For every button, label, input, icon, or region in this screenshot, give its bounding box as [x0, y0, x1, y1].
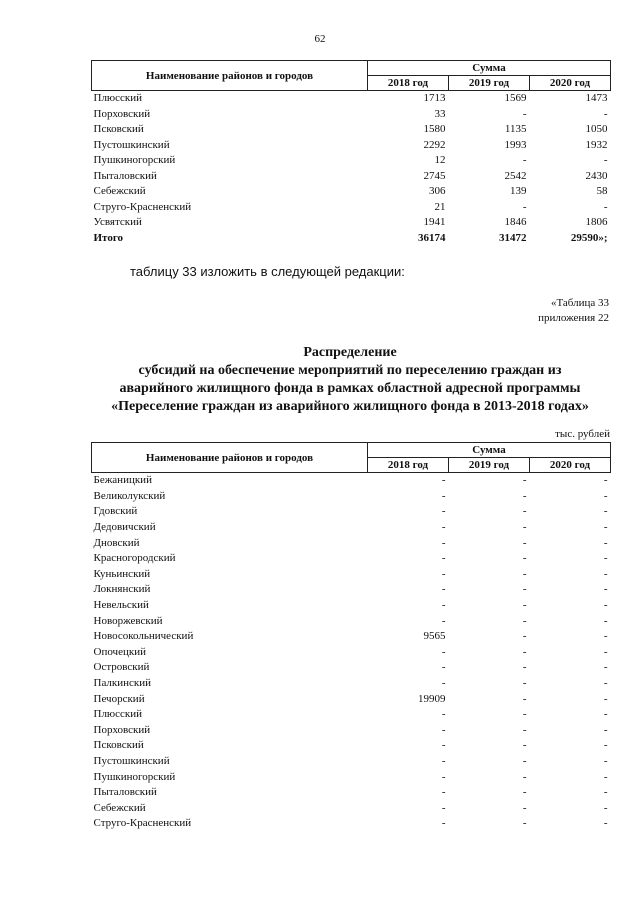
amount-cell: - [441, 754, 446, 767]
table-row [92, 91, 611, 107]
table-row [92, 473, 611, 489]
table-row [92, 153, 611, 169]
amount-cell: - [603, 754, 608, 767]
table-row [92, 816, 611, 832]
amount-cell: - [522, 770, 527, 783]
amount-cell: 2542 [504, 169, 527, 182]
amount-cell: - [441, 770, 446, 783]
amount-cell: 9565 [423, 630, 446, 643]
amount-cell: - [441, 801, 446, 814]
total-amount-cell: 31472 [499, 231, 527, 244]
district-name-cell: Новоржевский [93, 614, 163, 627]
amount-cell: - [441, 677, 446, 690]
amount-cell: 1846 [504, 216, 527, 229]
amount-cell: - [522, 536, 527, 549]
amount-cell: - [522, 817, 527, 830]
districts-table-subsidies [91, 442, 611, 832]
table-row [92, 785, 611, 801]
district-name-cell: Струго-Красненский [93, 200, 192, 213]
table-reference-line: приложения 22 [538, 312, 609, 324]
amount-cell: - [603, 708, 608, 721]
amount-cell: - [603, 474, 608, 487]
table-row [92, 629, 611, 645]
table-row [92, 551, 611, 567]
column-header-name: Наименование районов и городов [92, 61, 368, 91]
amount-cell: - [441, 786, 446, 799]
district-name-cell: Бежаницкий [93, 474, 152, 487]
district-name-cell: Плюсский [93, 92, 143, 105]
amount-cell: - [603, 770, 608, 783]
amount-cell: - [522, 661, 527, 674]
amount-cell: - [522, 723, 527, 736]
table-row [92, 598, 611, 614]
table-row [92, 184, 611, 200]
amount-cell: - [522, 599, 527, 612]
amount-cell: - [603, 599, 608, 612]
table-row [92, 107, 611, 123]
units-label: тыс. рублей [555, 428, 610, 440]
amount-cell: - [441, 567, 446, 580]
table-row [92, 169, 611, 185]
district-name-cell: Пустошкинский [93, 138, 170, 151]
amount-cell: - [603, 614, 608, 627]
amount-cell: - [522, 614, 527, 627]
amount-cell: - [603, 645, 608, 658]
table-row [92, 723, 611, 739]
amount-cell: - [603, 692, 608, 705]
amount-cell: - [441, 536, 446, 549]
district-name-cell: Псковский [93, 123, 144, 136]
amount-cell: - [522, 801, 527, 814]
column-header-year: 2019 год [449, 76, 530, 91]
amount-cell: - [522, 567, 527, 580]
table-row [92, 800, 611, 816]
district-name-cell: Порховский [93, 107, 151, 120]
amount-cell: - [441, 599, 446, 612]
district-name-cell: Локнянский [93, 583, 151, 596]
total-label-cell: Итого [93, 231, 124, 244]
amount-cell: - [603, 801, 608, 814]
table-row [92, 504, 611, 520]
district-name-cell: Опочецкий [93, 645, 146, 658]
total-amount-cell: 36174 [418, 231, 446, 244]
district-name-cell: Красногородский [93, 552, 176, 565]
amount-cell: - [441, 723, 446, 736]
column-header-sum: Сумма [368, 443, 611, 458]
amount-cell: - [522, 739, 527, 752]
amount-cell: - [522, 107, 527, 120]
amount-cell: - [522, 692, 527, 705]
district-name-cell: Невельский [93, 599, 149, 612]
amount-cell: - [603, 630, 608, 643]
district-name-cell: Струго-Красненский [93, 817, 192, 830]
table-row [92, 613, 611, 629]
district-name-cell: Пушкиногорский [93, 154, 176, 167]
district-name-cell: Псковский [93, 739, 144, 752]
table-row [92, 707, 611, 723]
amount-cell: 1050 [585, 123, 608, 136]
table-row [92, 215, 611, 231]
amount-cell: 1569 [504, 92, 527, 105]
amount-cell: - [522, 200, 527, 213]
amount-cell: - [522, 489, 527, 502]
table-row [92, 754, 611, 770]
amount-cell: - [522, 474, 527, 487]
table-row [92, 138, 611, 154]
amount-cell: 1941 [423, 216, 446, 229]
district-name-cell: Дедовичский [93, 521, 156, 534]
amendment-paragraph: таблицу 33 изложить в следующей редакции: [130, 264, 405, 279]
amount-cell: 12 [434, 154, 446, 167]
district-name-cell: Новосокольнический [93, 630, 194, 643]
amount-cell: 1135 [504, 123, 527, 136]
district-name-cell: Пыталовский [93, 169, 157, 182]
total-amount-cell: 29590»; [570, 231, 608, 244]
amount-cell: - [522, 552, 527, 565]
amount-cell: - [603, 521, 608, 534]
amount-cell: - [603, 786, 608, 799]
district-name-cell: Печорский [93, 692, 145, 705]
amount-cell: - [522, 505, 527, 518]
amount-cell: - [522, 154, 527, 167]
amount-cell: 1580 [423, 123, 446, 136]
table-row [92, 691, 611, 707]
amount-cell: - [441, 817, 446, 830]
amount-cell: 1806 [585, 216, 608, 229]
amount-cell: - [603, 154, 608, 167]
table-row [92, 122, 611, 138]
amount-cell: 139 [510, 185, 527, 198]
amount-cell: - [441, 661, 446, 674]
heading-line: аварийного жилищного фонда в рамках областной адресной программы [119, 381, 581, 396]
table-row [92, 489, 611, 505]
district-name-cell: Себежский [93, 185, 146, 198]
total-row [92, 231, 611, 247]
amount-cell: - [603, 583, 608, 596]
district-name-cell: Дновский [93, 536, 140, 549]
amount-cell: 1993 [504, 138, 527, 151]
table-row [92, 676, 611, 692]
table-heading [40, 344, 640, 416]
table-row [92, 738, 611, 754]
district-name-cell: Гдовский [93, 505, 138, 518]
amount-cell: - [522, 630, 527, 643]
column-header-year: 2020 год [530, 76, 611, 91]
district-name-cell: Пушкиногорский [93, 770, 176, 783]
heading-line: субсидий на обеспечение мероприятий по переселению граждан из [138, 363, 562, 378]
district-name-cell: Себежский [93, 801, 146, 814]
amount-cell: - [441, 583, 446, 596]
district-name-cell: Великолукский [93, 489, 166, 502]
amount-cell: - [603, 723, 608, 736]
table-row [92, 645, 611, 661]
amount-cell: - [441, 614, 446, 627]
amount-cell: - [522, 583, 527, 596]
table-row [92, 769, 611, 785]
amount-cell: - [522, 521, 527, 534]
amount-cell: - [441, 521, 446, 534]
amount-cell: - [603, 661, 608, 674]
amount-cell: - [441, 645, 446, 658]
amount-cell: - [441, 552, 446, 565]
column-header-year: 2019 год [449, 458, 530, 473]
amount-cell: - [603, 817, 608, 830]
amount-cell: - [603, 567, 608, 580]
district-name-cell: Пыталовский [93, 786, 157, 799]
district-name-cell: Плюсский [93, 708, 143, 721]
table-row [92, 535, 611, 551]
amount-cell: - [441, 474, 446, 487]
amount-cell: - [522, 677, 527, 690]
amount-cell: 2745 [423, 169, 446, 182]
column-header-name: Наименование районов и городов [92, 443, 368, 473]
amount-cell: 1932 [585, 138, 608, 151]
amount-cell: 19909 [418, 692, 446, 705]
column-header-year: 2020 год [530, 458, 611, 473]
district-name-cell: Куньинский [93, 567, 151, 580]
amount-cell: - [603, 739, 608, 752]
amount-cell: 2430 [585, 169, 608, 182]
amount-cell: 58 [596, 185, 608, 198]
amount-cell: 2292 [423, 138, 446, 151]
column-header-year: 2018 год [368, 458, 449, 473]
amount-cell: - [603, 200, 608, 213]
table-row [92, 582, 611, 598]
district-name-cell: Усвятский [93, 216, 142, 229]
amount-cell: - [603, 489, 608, 502]
amount-cell: 33 [434, 107, 446, 120]
amount-cell: 1473 [585, 92, 608, 105]
table-row [92, 520, 611, 536]
amount-cell: - [603, 552, 608, 565]
amount-cell: - [522, 754, 527, 767]
amount-cell: - [603, 536, 608, 549]
amount-cell: 21 [434, 200, 446, 213]
district-name-cell: Островский [93, 661, 150, 674]
table-reference-line: «Таблица 33 [550, 297, 609, 309]
amount-cell: - [603, 505, 608, 518]
amount-cell: - [441, 708, 446, 721]
table-row [92, 660, 611, 676]
amount-cell: - [441, 505, 446, 518]
district-name-cell: Пустошкинский [93, 754, 170, 767]
amount-cell: - [522, 708, 527, 721]
table-row [92, 200, 611, 216]
amount-cell: - [522, 645, 527, 658]
column-header-sum: Сумма [368, 61, 611, 76]
column-header-year: 2018 год [368, 76, 449, 91]
page-number: 62 [314, 33, 326, 45]
heading-line: «Переселение граждан из аварийного жилищного фонда в 2013-2018 годах» [111, 399, 589, 414]
amount-cell: 1713 [423, 92, 446, 105]
amount-cell: 306 [429, 185, 446, 198]
amount-cell: - [441, 489, 446, 502]
amount-cell: - [441, 739, 446, 752]
amount-cell: - [603, 107, 608, 120]
table-row [92, 567, 611, 583]
districts-table-top [91, 60, 611, 246]
amount-cell: - [603, 677, 608, 690]
amount-cell: - [522, 786, 527, 799]
heading-line: Распределение [303, 345, 397, 360]
district-name-cell: Порховский [93, 723, 151, 736]
district-name-cell: Палкинский [93, 677, 152, 690]
table-reference [538, 296, 609, 326]
